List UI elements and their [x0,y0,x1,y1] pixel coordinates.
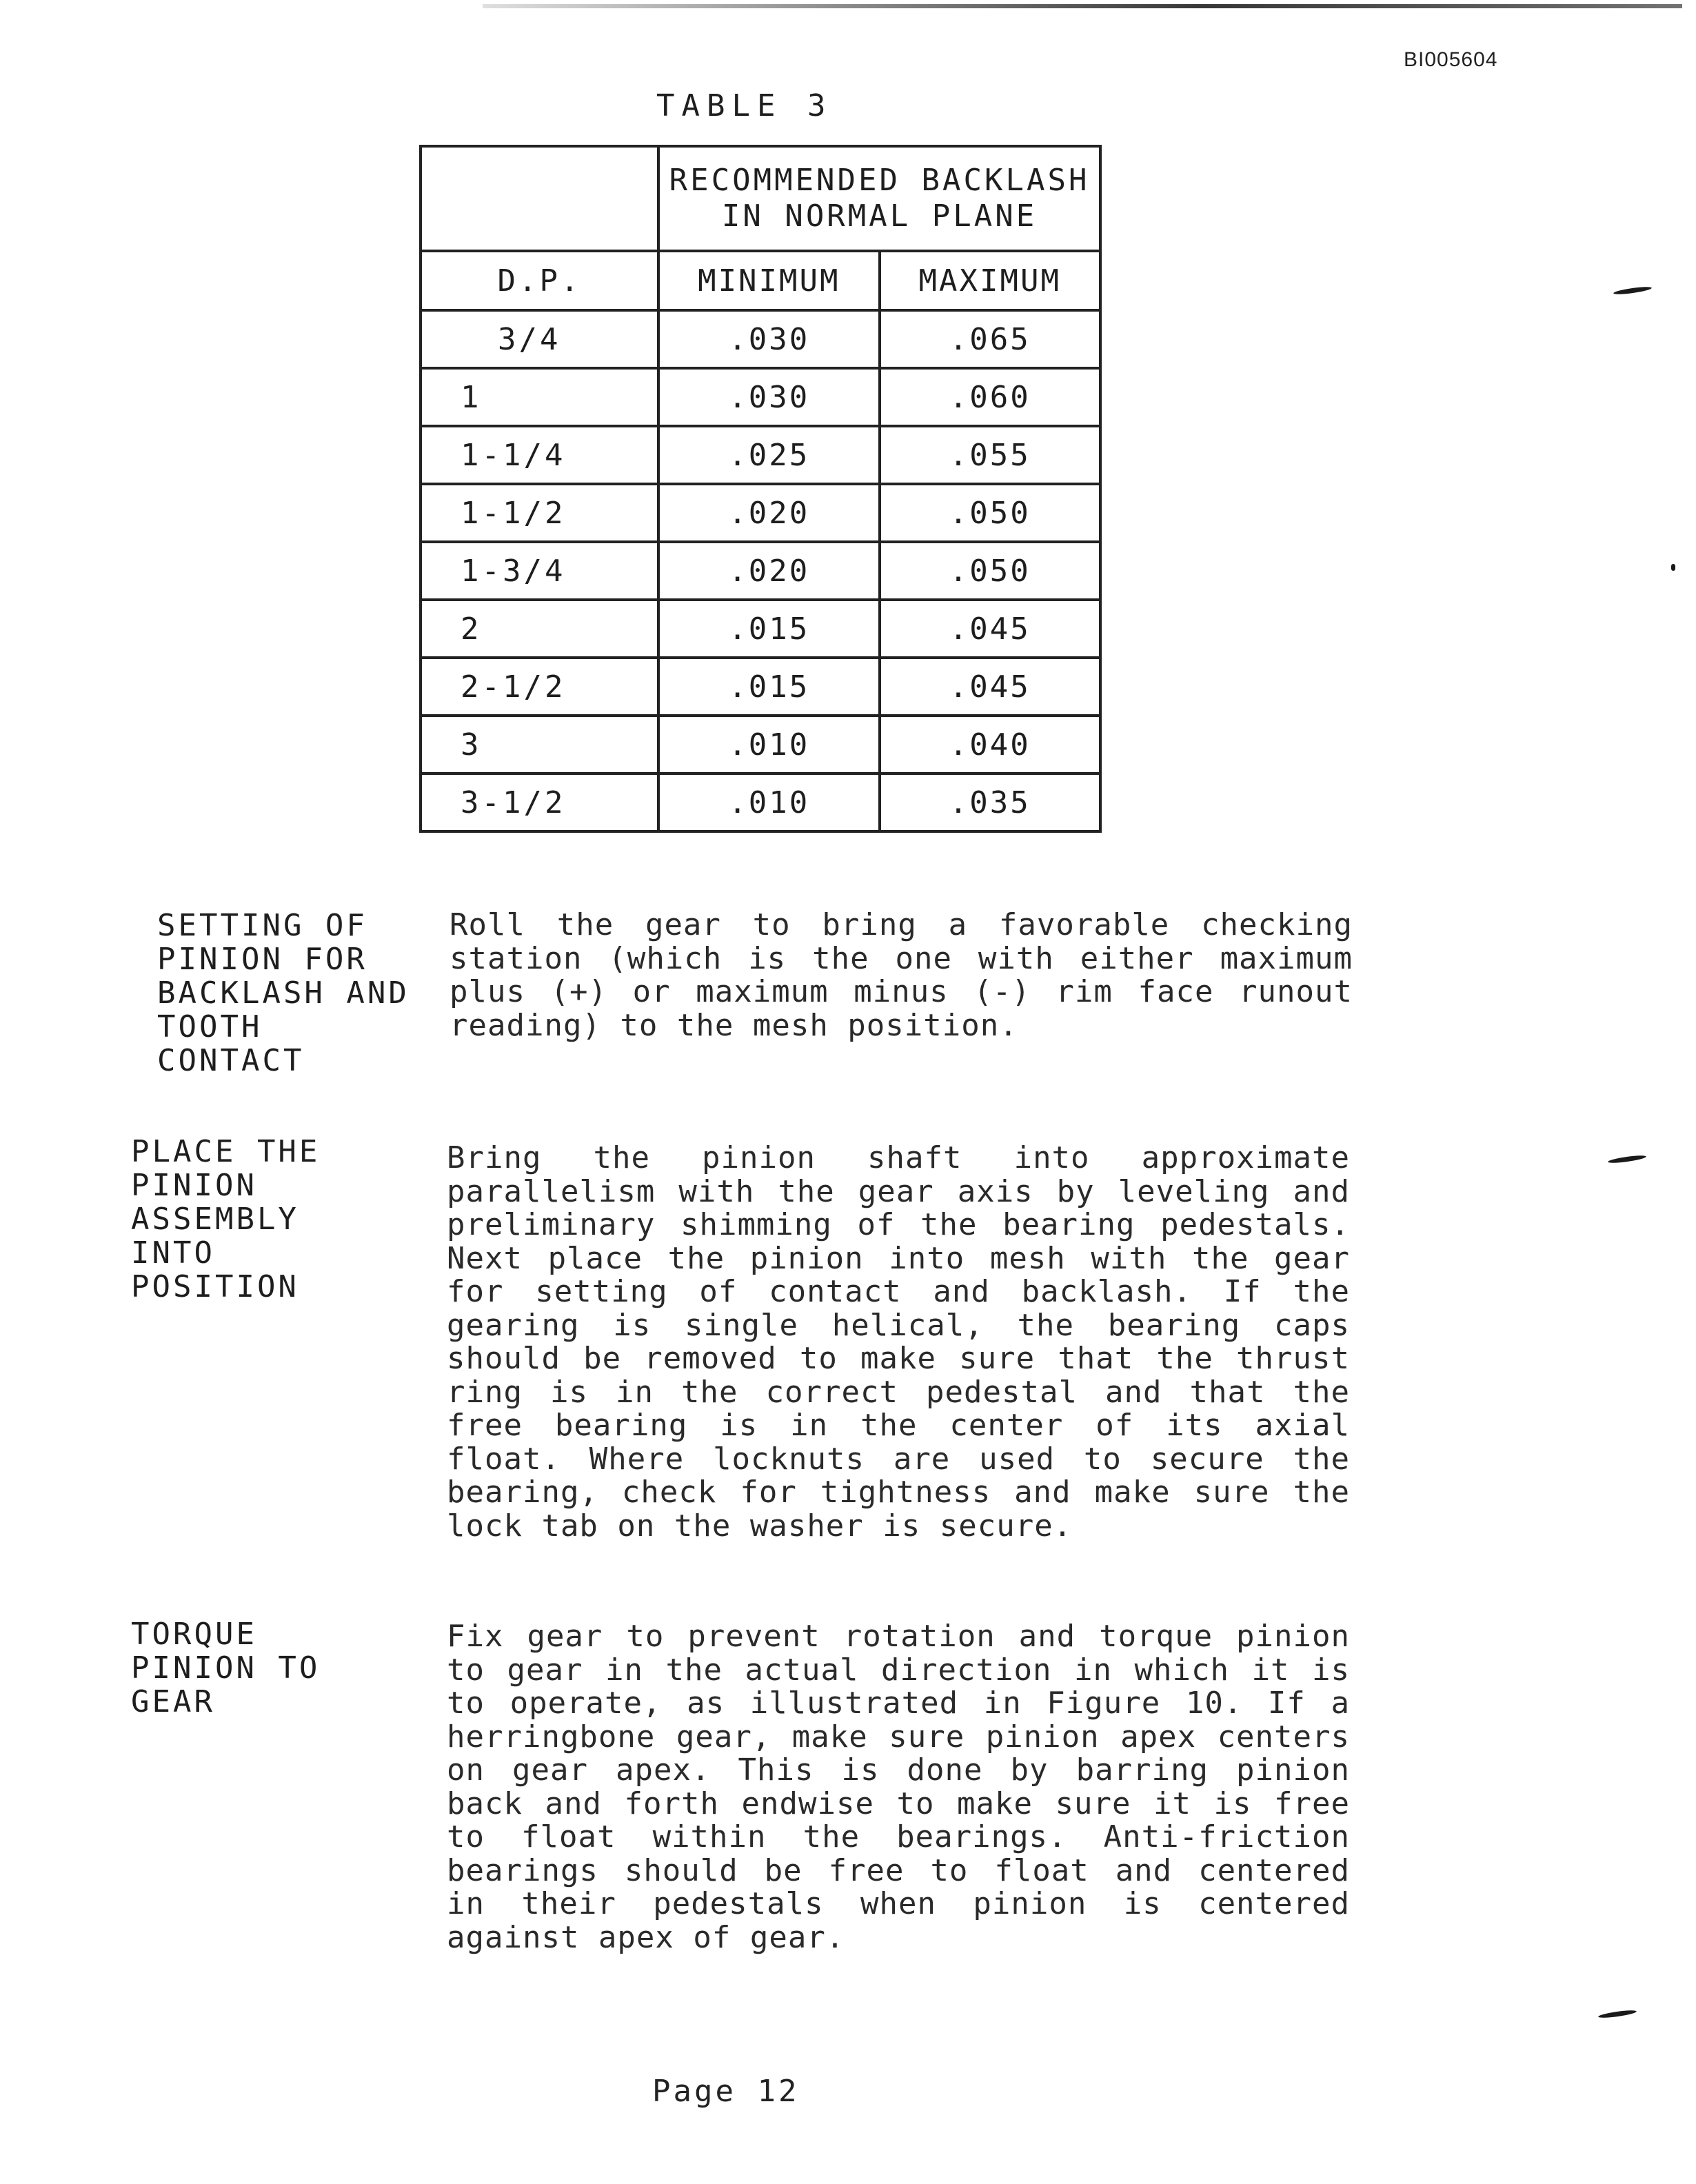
cell-minimum: .030 [658,310,879,368]
section-label-place-pinion [131,1135,320,1304]
table-row [421,310,1100,368]
label-line: CONTACT [157,1043,305,1078]
cell-minimum: .010 [658,716,879,774]
label-line: PINION [131,1168,257,1203]
label-line: TORQUE [131,1617,257,1652]
section-label-setting-pinion [157,909,410,1078]
cell-minimum: .030 [658,368,879,426]
column-header-minimum: MINIMUM [658,251,879,310]
table-group-header-row [421,146,1100,251]
cell-maximum: .040 [880,716,1100,774]
scan-margin-mark [1608,1154,1646,1164]
label-line: TOOTH [157,1009,263,1044]
section-text-torque-pinion: Fix gear to prevent rotation and torque pinion to gear in the actual direction in which it is to operate, as illustrated in Figure 10. If a herringbone gear, make sure pinion apex centers on gear apex. This is done by barring pinion back and forth endwise to make sure it is free to float within the bearings. Anti-friction bearings should be free to float and centered in their pedestals when pinion is centered against apex of gear. [447,1619,1350,1955]
table-corner-cell [421,146,658,251]
table-row [421,368,1100,426]
label-line: INTO [131,1235,215,1271]
table-row [421,542,1100,600]
group-header-cell [658,146,1100,251]
group-header-line-2: IN NORMAL PLANE [721,199,1038,234]
scan-margin-mark [1598,2009,1637,2019]
column-header-maximum: MAXIMUM [880,251,1100,310]
cell-maximum: .045 [880,600,1100,658]
cell-maximum: .035 [880,774,1100,831]
table-row [421,600,1100,658]
scan-edge-line [483,4,1682,8]
section-text-setting-pinion: Roll the gear to bring a favorable checking station (which is the one with either maximum plus (+) or maximum minus (-) rim face runout reading) to the mesh position. [450,907,1353,1043]
cell-maximum: .065 [880,310,1100,368]
cell-minimum: .020 [658,542,879,600]
backlash-table [419,145,1102,833]
label-line: PINION FOR [157,942,367,977]
table-row [421,484,1100,542]
cell-dp: 3 [421,716,658,774]
table-row [421,716,1100,774]
label-line: BACKLASH AND [157,975,410,1011]
label-line: SETTING OF [157,908,367,943]
table-title: TABLE 3 [656,88,833,123]
cell-dp: 3-1/2 [421,774,658,831]
cell-dp: 1 [421,368,658,426]
cell-minimum: .015 [658,658,879,716]
document-id: BI005604 [1404,48,1498,71]
cell-maximum: .050 [880,484,1100,542]
cell-dp: 2 [421,600,658,658]
cell-minimum: .020 [658,484,879,542]
table-row [421,774,1100,831]
cell-dp: 1-3/4 [421,542,658,600]
column-header-dp: D.P. [421,251,658,310]
scan-margin-mark [1613,285,1652,296]
cell-dp: 2-1/2 [421,658,658,716]
section-label-torque-pinion [131,1617,320,1719]
cell-maximum: .055 [880,426,1100,484]
table-row [421,426,1100,484]
scan-dot-mark [1671,564,1675,571]
page-number: Page 12 [652,2074,800,2109]
cell-minimum: .025 [658,426,879,484]
cell-maximum: .045 [880,658,1100,716]
label-line: PLACE THE [131,1134,321,1169]
cell-minimum: .010 [658,774,879,831]
cell-minimum: .015 [658,600,879,658]
cell-dp: 1-1/4 [421,426,658,484]
group-header-line-1: RECOMMENDED BACKLASH [669,163,1090,198]
section-text-place-pinion: Bring the pinion shaft into approximate parallelism with the gear axis by leveling and preliminary shimming of the bearing pedestals. Next place the pinion into mesh with the gear for setting of contact and backlash. If the gearing is single helical, the bearing caps should be removed to make sure that the thrust ring is in the correct pedestal and that the free bearing is in the center of its axial float. Where locknuts are used to secure the bearing, check for tightness and make sure the lock tab on the washer is secure. [447,1140,1350,1544]
cell-dp: 1-1/2 [421,484,658,542]
label-line: POSITION [131,1269,299,1304]
cell-maximum: .060 [880,368,1100,426]
table-column-header-row [421,251,1100,310]
label-line: GEAR [131,1684,215,1719]
cell-maximum: .050 [880,542,1100,600]
table-row [421,658,1100,716]
label-line: PINION TO [131,1650,321,1686]
cell-dp: 3/4 [421,310,658,368]
label-line: ASSEMBLY [131,1202,299,1237]
